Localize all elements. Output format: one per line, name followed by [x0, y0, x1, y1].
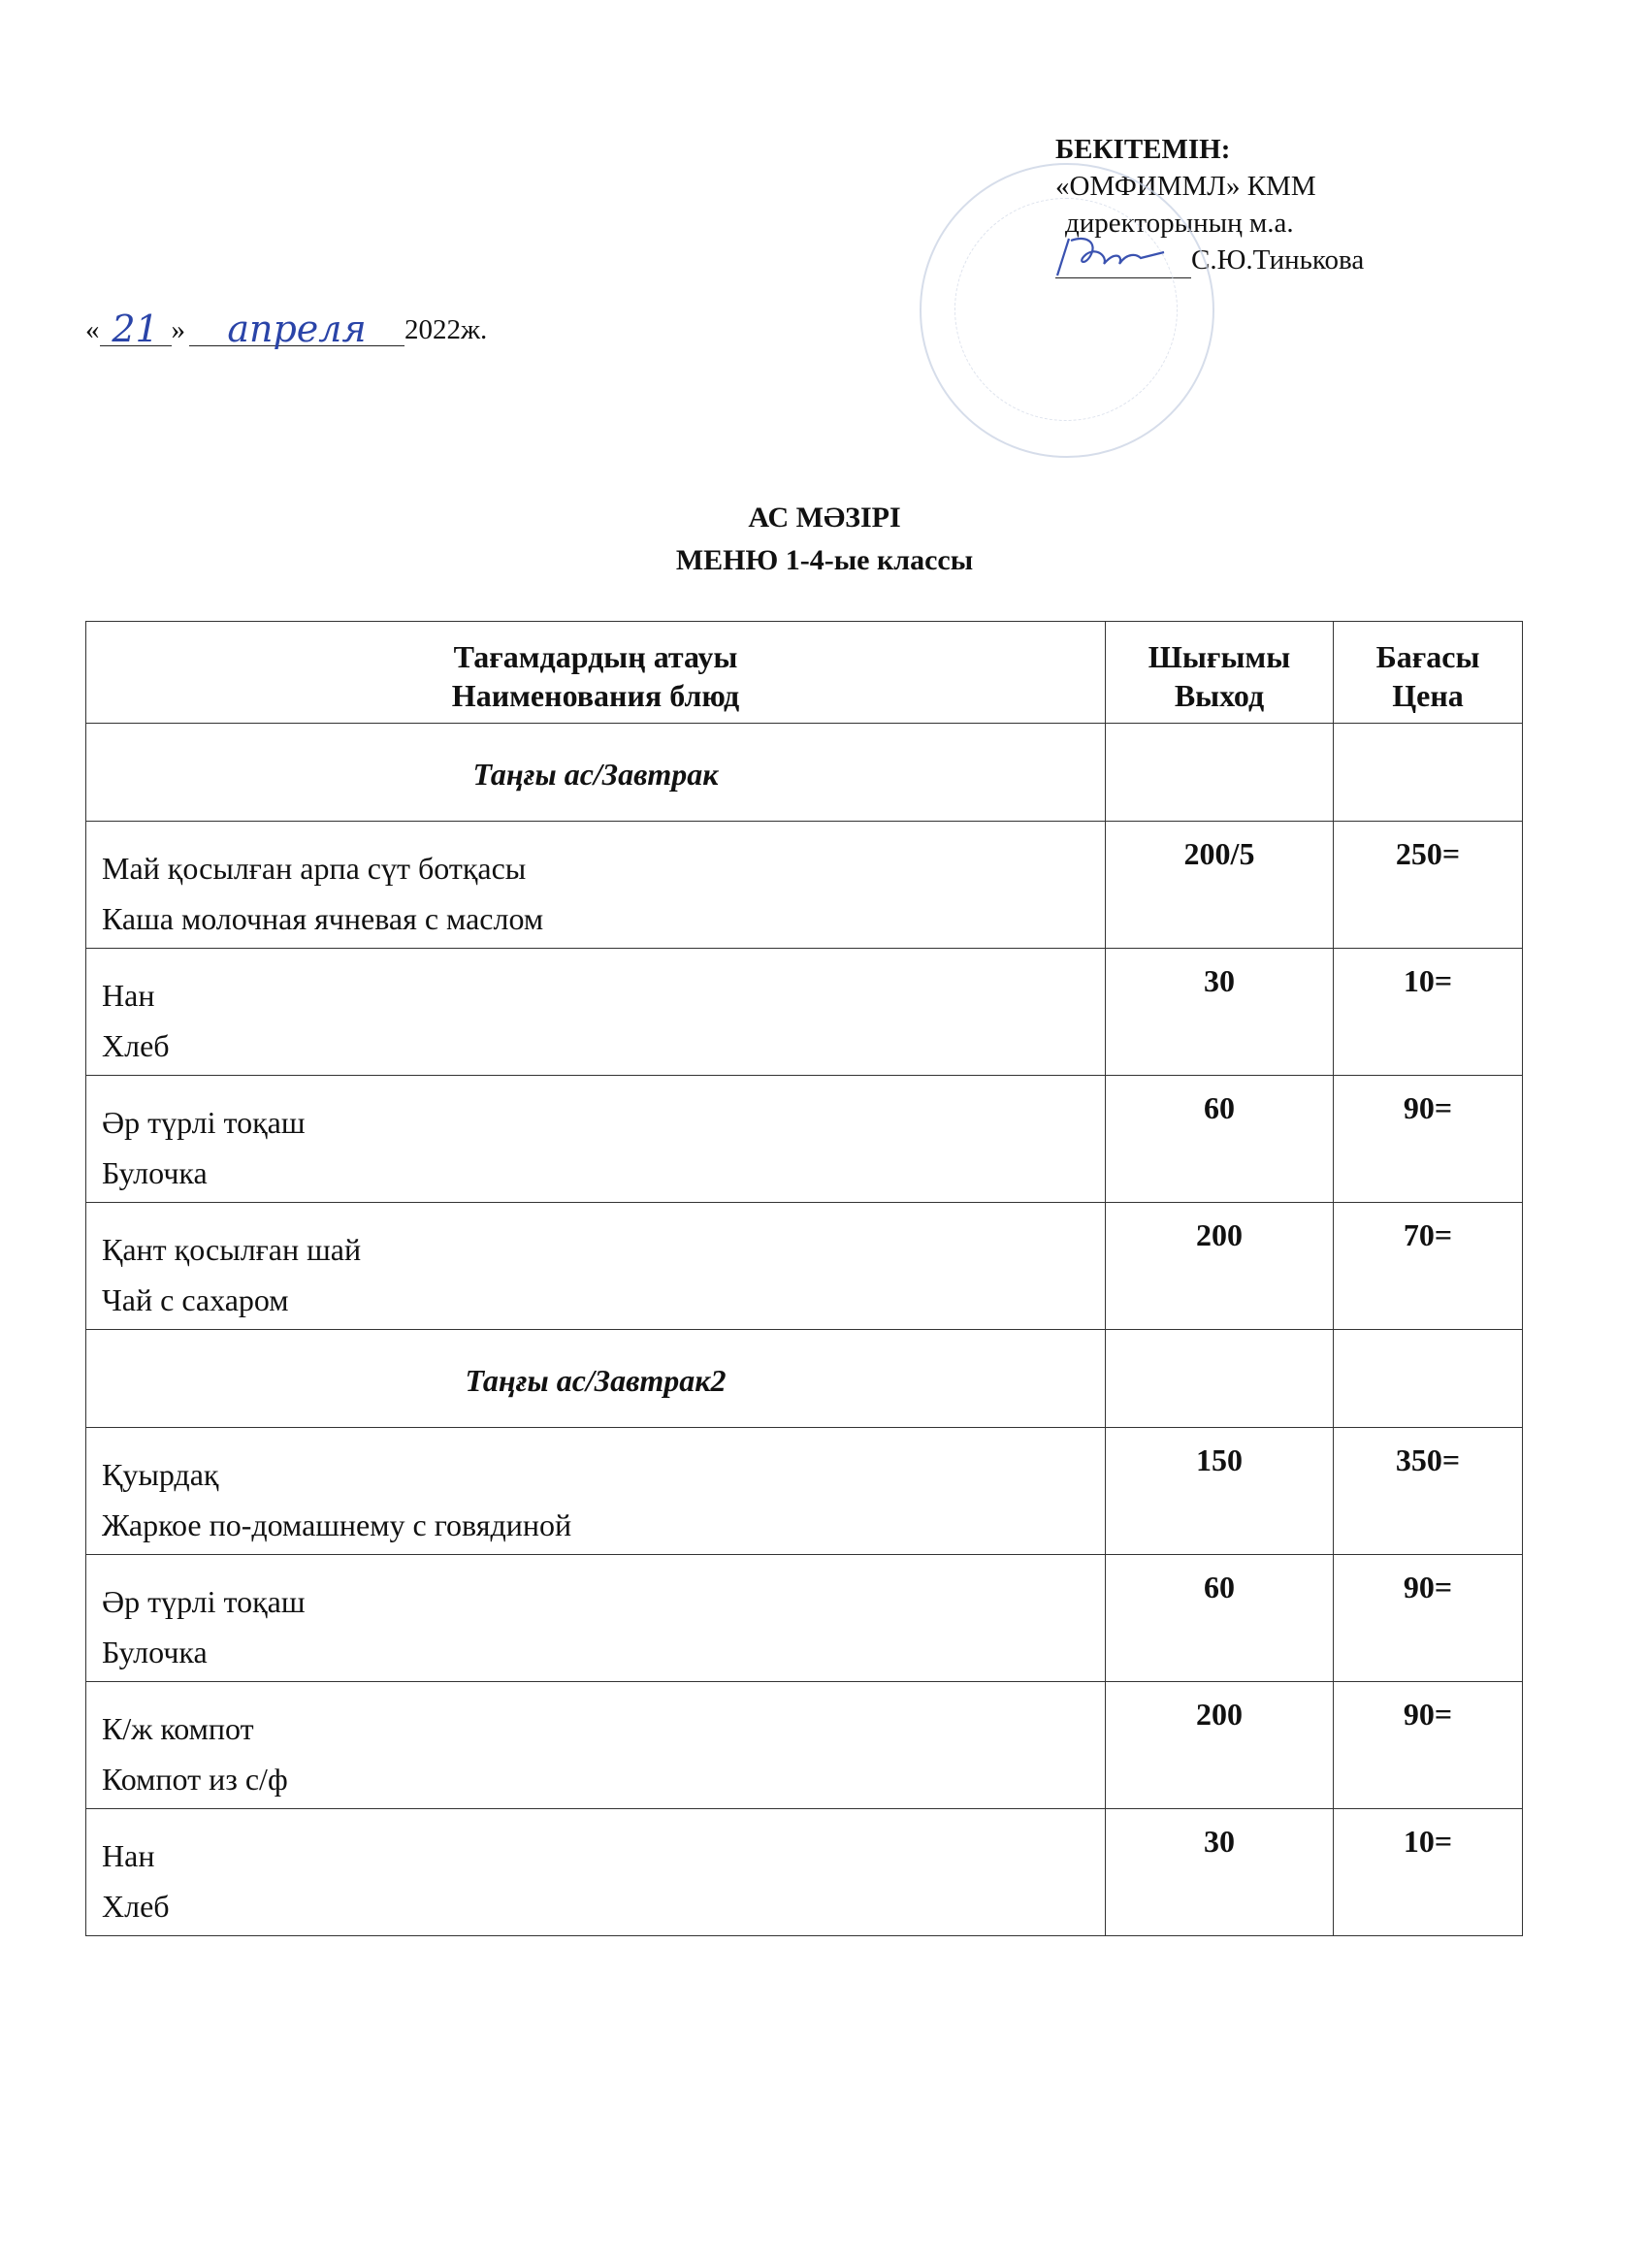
stamp-seal [920, 163, 1214, 458]
empty-cell [1334, 1330, 1523, 1428]
dish-name-cell [86, 822, 1106, 949]
dish-name-ru: Хлеб [102, 1889, 170, 1924]
dish-output: 60 [1106, 1076, 1334, 1203]
section-row [86, 1330, 1523, 1428]
document-title [0, 497, 1649, 582]
table-row [86, 1682, 1523, 1809]
dish-price: 10= [1334, 949, 1523, 1076]
table-header-row [86, 622, 1523, 724]
dish-name-kz: К/ж компот [102, 1711, 254, 1746]
empty-cell [1106, 1330, 1334, 1428]
dish-output: 200/5 [1106, 822, 1334, 949]
dish-output: 200 [1106, 1203, 1334, 1330]
dish-name-kz: Қуырдақ [102, 1457, 219, 1492]
dish-name-cell [86, 1203, 1106, 1330]
table-row [86, 1203, 1523, 1330]
approval-organization: «ОМФИММЛ» КММ [1055, 171, 1316, 202]
table-row [86, 822, 1523, 949]
date-year: 2022ж. [404, 314, 488, 345]
dish-name-cell [86, 1682, 1106, 1809]
table-row [86, 1809, 1523, 1936]
date-open-quote: « [85, 314, 100, 345]
dish-name-ru: Каша молочная ячневая с маслом [102, 901, 544, 936]
dish-name-ru: Булочка [102, 1155, 208, 1190]
dish-output: 200 [1106, 1682, 1334, 1809]
dish-name-cell [86, 1809, 1106, 1936]
section-title: Таңғы ас/Завтрак2 [86, 1330, 1106, 1428]
table-row [86, 1076, 1523, 1203]
dish-name-kz: Нан [102, 978, 155, 1013]
date-month: апреля [189, 312, 404, 346]
dish-price: 90= [1334, 1682, 1523, 1809]
dish-name-ru: Хлеб [102, 1028, 170, 1063]
empty-cell [1334, 724, 1523, 822]
dish-name-cell [86, 949, 1106, 1076]
date-close-quote: » [171, 314, 185, 345]
header-price-kz: Бағасы [1375, 639, 1480, 674]
dish-output: 150 [1106, 1428, 1334, 1555]
empty-cell [1106, 724, 1334, 822]
dish-price: 90= [1334, 1076, 1523, 1203]
dish-price: 250= [1334, 822, 1523, 949]
section-title: Таңғы ас/Завтрак [86, 724, 1106, 822]
dish-name-kz: Нан [102, 1838, 155, 1873]
dish-name-cell [86, 1076, 1106, 1203]
approval-position: директорының м.а. [1065, 208, 1294, 239]
table-row [86, 1555, 1523, 1682]
header-price [1334, 622, 1523, 724]
dish-name-cell [86, 1428, 1106, 1555]
dish-name-ru: Компот из с/ф [102, 1762, 288, 1797]
header-name-ru: Наименования блюд [451, 678, 740, 713]
approval-heading: БЕКІТЕМІН: [1055, 134, 1231, 165]
document-date [85, 308, 488, 350]
table-row [86, 949, 1523, 1076]
header-name-kz: Тағамдардың атауы [453, 639, 738, 674]
dish-price: 10= [1334, 1809, 1523, 1936]
header-output-ru: Выход [1174, 678, 1265, 713]
section-row [86, 724, 1523, 822]
dish-output: 30 [1106, 949, 1334, 1076]
header-output [1106, 622, 1334, 724]
menu-table [85, 621, 1523, 1936]
header-dish-name [86, 622, 1106, 724]
dish-name-kz: Әр түрлі тоқаш [102, 1105, 306, 1140]
dish-name-kz: Әр түрлі тоқаш [102, 1584, 306, 1619]
dish-name-kz: Қант қосылған шай [102, 1232, 362, 1267]
dish-name-ru: Булочка [102, 1635, 208, 1669]
dish-name-kz: Май қосылған арпа сүт ботқасы [102, 851, 527, 886]
dish-output: 30 [1106, 1809, 1334, 1936]
dish-output: 60 [1106, 1555, 1334, 1682]
dish-name-cell [86, 1555, 1106, 1682]
title-kz: АС МӘЗІРІ [748, 502, 901, 534]
dish-price: 350= [1334, 1428, 1523, 1555]
header-price-ru: Цена [1392, 678, 1464, 713]
dish-name-ru: Жаркое по-домашнему с говядиной [102, 1507, 572, 1542]
approval-director-name: С.Ю.Тинькова [1191, 244, 1365, 275]
dish-price: 70= [1334, 1203, 1523, 1330]
dish-price: 90= [1334, 1555, 1523, 1682]
title-ru: МЕНЮ 1-4-ые классы [675, 544, 974, 576]
header-output-kz: Шығымы [1148, 639, 1291, 674]
date-day: 21 [100, 312, 172, 346]
dish-name-ru: Чай с сахаром [102, 1282, 289, 1317]
table-row [86, 1428, 1523, 1555]
